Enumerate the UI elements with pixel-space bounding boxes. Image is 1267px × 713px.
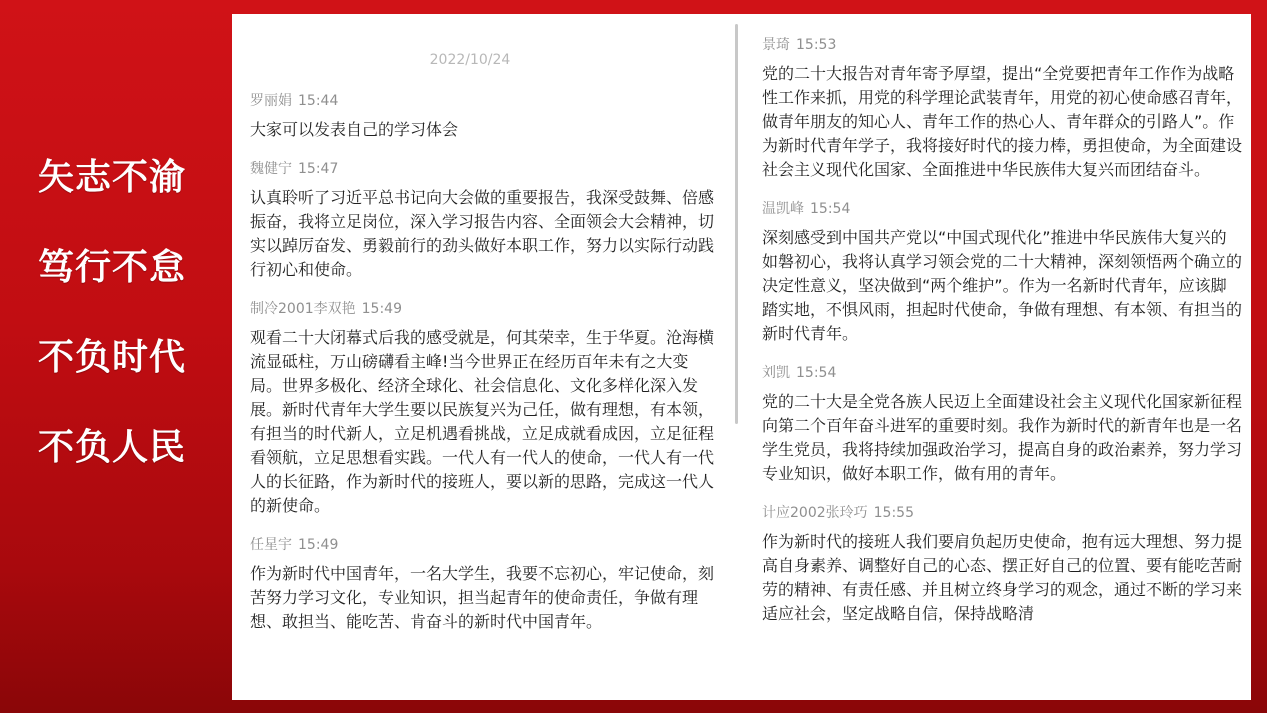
message-meta <box>762 504 1242 522</box>
message-text: 作为新时代的接班人我们要肩负起历史使命，抱有远大理想、努力提高自身素养、调整好自己的心态、摆正好自己的位置、要有能吃苦耐劳的精神、有责任感、并且树立终身学习的观念，通过不断的学习来适应社会，坚定战略自信，保持战略清 <box>762 532 1242 623</box>
message-text: 党的二十大是全党各族人民迈上全面建设社会主义现代化国家新征程向第二个百年奋斗进军的重要时刻。我作为新时代的新青年也是一名学生党员，我将持续加强政治学习，提高自身的政治素养，努力学习专业知识，做好本职工作，做有用的青年。 <box>762 392 1242 483</box>
sender-name: 罗丽娟 <box>250 93 292 109</box>
message-meta <box>762 200 1242 218</box>
sender-name: 景琦 <box>762 37 790 53</box>
message-text: 大家可以发表自己的学习体会 <box>250 120 459 139</box>
chat-message <box>762 36 1242 182</box>
chat-column-right <box>762 14 1242 700</box>
message-time: 15:47 <box>298 161 339 177</box>
sender-name: 魏健宁 <box>250 161 292 177</box>
message-time: 15:44 <box>298 93 339 109</box>
chat-date: 2022/10/24 <box>429 52 511 68</box>
message-time: 15:55 <box>873 505 914 521</box>
slogan-2: 笃行不怠 <box>38 247 187 288</box>
chat-message <box>250 536 720 634</box>
message-time: 15:53 <box>796 37 837 53</box>
message-time: 15:49 <box>361 301 402 317</box>
message-text: 党的二十大报告对青年寄予厚望，提出“全党要把青年工作作为战略性工作来抓，用党的科学理论武装青年，用党的初心使命感召青年，做青年朋友的知心人、青年工作的热心人、青年群众的引路人”。作为新时代青年学子，我将接好时代的接力棒，勇担使命，为全面建设社会主义现代化国家、全面推进中华民族伟大复兴而团结奋斗。 <box>762 64 1242 179</box>
chat-screenshot-panel <box>232 14 1251 700</box>
message-time: 15:54 <box>810 201 851 217</box>
chat-message <box>762 200 1242 346</box>
message-time: 15:54 <box>796 365 837 381</box>
chat-message <box>250 92 720 142</box>
message-time: 15:49 <box>298 537 339 553</box>
message-text: 观看二十大闭幕式后我的感受就是，何其荣幸，生于华夏。沧海横流显砥柱，万山磅礴看主峰!当今世界正在经历百年未有之大变局。世界多极化、经济全球化、社会信息化、文化多样化深入发展。新时代青年大学生要以民族复兴为己任，做有理想，有本领，有担当的时代新人，立足机遇看挑战，立足成就看成因，立足征程看领航，立足思想看实践。一代人有一代人的使命，一代人有一代人的长征路，作为新时代的接班人，要以新的思路，完成这一代人的新使命。 <box>250 328 715 515</box>
slogan-4: 不负人民 <box>38 427 187 468</box>
message-meta <box>250 92 720 110</box>
message-meta <box>762 364 1242 382</box>
sender-name: 制冷2001李双艳 <box>250 301 356 317</box>
message-text: 深刻感受到中国共产党以“中国式现代化”推进中华民族伟大复兴的如磐初心，我将认真学习领会党的二十大精神，深刻领悟两个确立的决定性意义，坚决做到“两个维护”。作为一名新时代青年，应该脚踏实地，不惧风雨，担起时代使命，争做有理想、有本领、有担当的新时代青年。 <box>762 228 1242 343</box>
message-meta <box>250 160 720 178</box>
message-text: 作为新时代中国青年，一名大学生，我要不忘初心，牢记使命，刻苦努力学习文化，专业知识，担当起青年的使命责任，争做有理想、敢担当、能吃苦、肯奋斗的新时代中国青年。 <box>250 564 715 631</box>
slogan-column <box>38 157 218 520</box>
message-text: 认真聆听了习近平总书记向大会做的重要报告，我深受鼓舞、倍感振奋，我将立足岗位，深入学习报告内容、全面领会大会精神，切实以踔厉奋发、勇毅前行的劲头做好本职工作，努力以实际行动践行初心和使命。 <box>250 188 715 279</box>
message-meta <box>762 36 1242 54</box>
chat-message <box>762 364 1242 486</box>
sender-name: 温凯峰 <box>762 201 804 217</box>
sender-name: 刘凯 <box>762 365 790 381</box>
chat-column-left <box>250 14 720 700</box>
slogan-3: 不负时代 <box>38 337 187 378</box>
sender-name: 任星宇 <box>250 537 292 553</box>
chat-message <box>250 300 720 518</box>
chat-message <box>250 160 720 282</box>
slogan-1: 矢志不渝 <box>38 157 187 198</box>
column-divider <box>735 24 738 424</box>
sender-name: 计应2002张玲巧 <box>762 505 868 521</box>
message-meta <box>250 536 720 554</box>
message-meta <box>250 300 720 318</box>
chat-message <box>762 504 1242 626</box>
